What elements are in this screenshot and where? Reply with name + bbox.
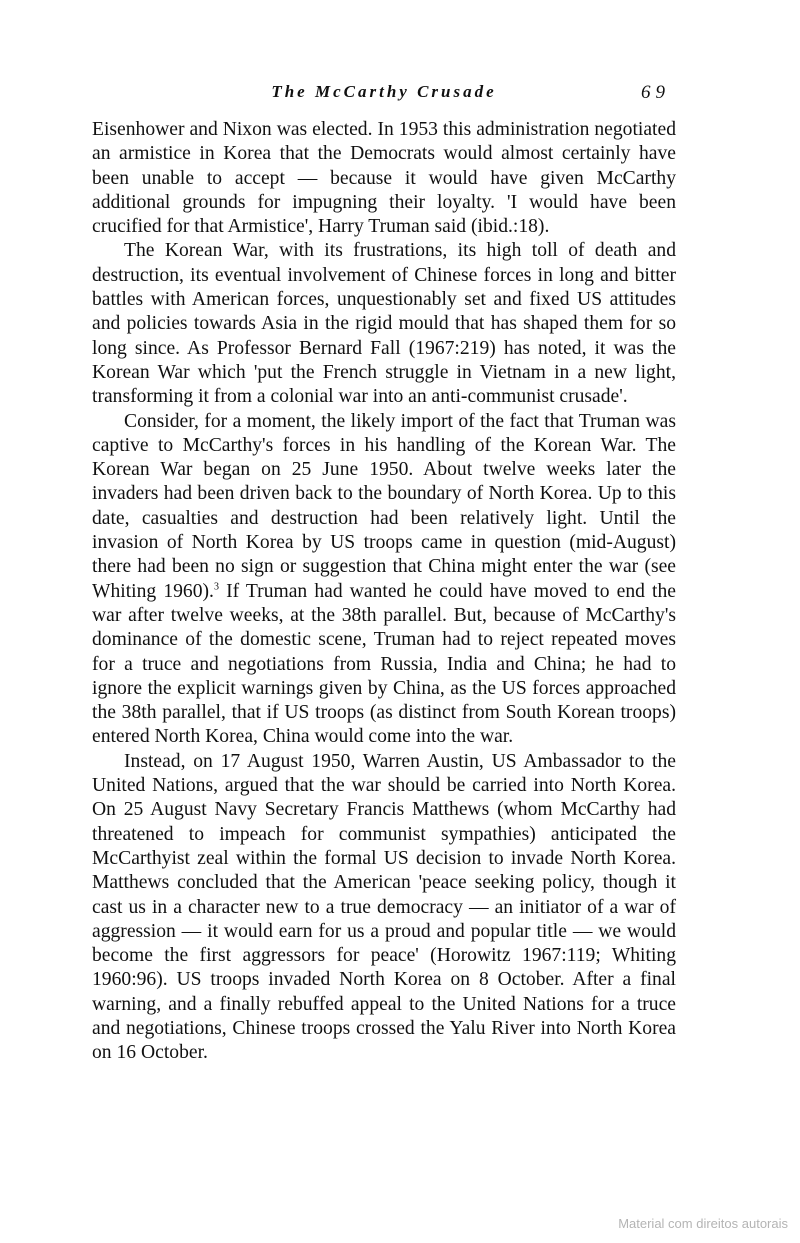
paragraph-3 (92, 410, 676, 750)
paragraph-2: The Korean War, with its frustrations, its high toll of death and destruction, its eventual involvement of Chinese forces in long and bitter battles with American forces, unquestionably set and fixed US attitudes and policies towards Asia in the rigid mould that has shaped them for so long since. As Professor Bernard Fall (1967:219) has noted, it was the Korean War which 'put the French struggle in Vietnam in a new light, transforming it from a colonial war into an anti-communist crusade'. (92, 240, 676, 408)
running-head (92, 82, 676, 110)
paragraph-4: Instead, on 17 August 1950, Warren Austin, US Ambassador to the United Nations, argued that the war should be carried into North Korea. On 25 August Navy Secretary Francis Matthews (whom McCarthy had threatened to impeach for communist sympathies) anticipated the McCarthyist zeal within the formal US decision to invade North Korea. Matthews concluded that the American 'peace seeking policy, though it cast us in a character new to a true democracy — an initiator of a war of aggression — it would earn for us a proud and popular title — we would become the first aggressors for peace' (Horowitz 1967:119; Whiting 1960:96). US troops invaded North Korea on 8 October. After a final warning, and a finally rebuffed appeal to the United Nations for a truce and negotiations, Chinese troops crossed the Yalu River into North Korea on 16 October. (92, 750, 676, 1064)
running-title: The McCarthy Crusade (271, 82, 497, 101)
footnote-marker[interactable]: 3 (213, 581, 219, 593)
paragraph-3-text-after-note: If Truman had wanted he could have moved to end the war after twelve weeks, at the 38th parallel. But, because of McCarthy's dominance of the domestic scene, Truman had to reject repeated moves for a truce and negotiations from Russia, India and China; he had to ignore the explicit warnings given by China, as the US forces approached the 38th parallel, that if US troops (as distinct from South Korean troops) entered North Korea, China would come into the war. (92, 580, 676, 748)
text-body (92, 118, 676, 1066)
paragraph-3-text-before-note: Consider, for a moment, the likely import of the fact that Truman was captive to McCarthy's forces in his handling of the Korean War. The Korean War began on 25 June 1950. About twelve weeks later the invaders had been driven back to the boundary of North Korea. Up to this date, casualties and destruction had been relatively light. Until the invasion of North Korea by US troops came in question (mid-August) there had been no sign or suggestion that China might enter the war (see Whiting 1960). (92, 410, 676, 602)
page-number: 69 (641, 82, 670, 103)
watermark: Material com direitos autorais (618, 1216, 788, 1231)
paragraph-1: Eisenhower and Nixon was elected. In 1953 this administration negotiated an armistice in Korea that the Democrats would almost certainly have been unable to accept — because it would have given McCarthy additional grounds for impugning their loyalty. 'I would have been crucified for that Armistice', Harry Truman said (ibid.:18). (92, 119, 676, 238)
